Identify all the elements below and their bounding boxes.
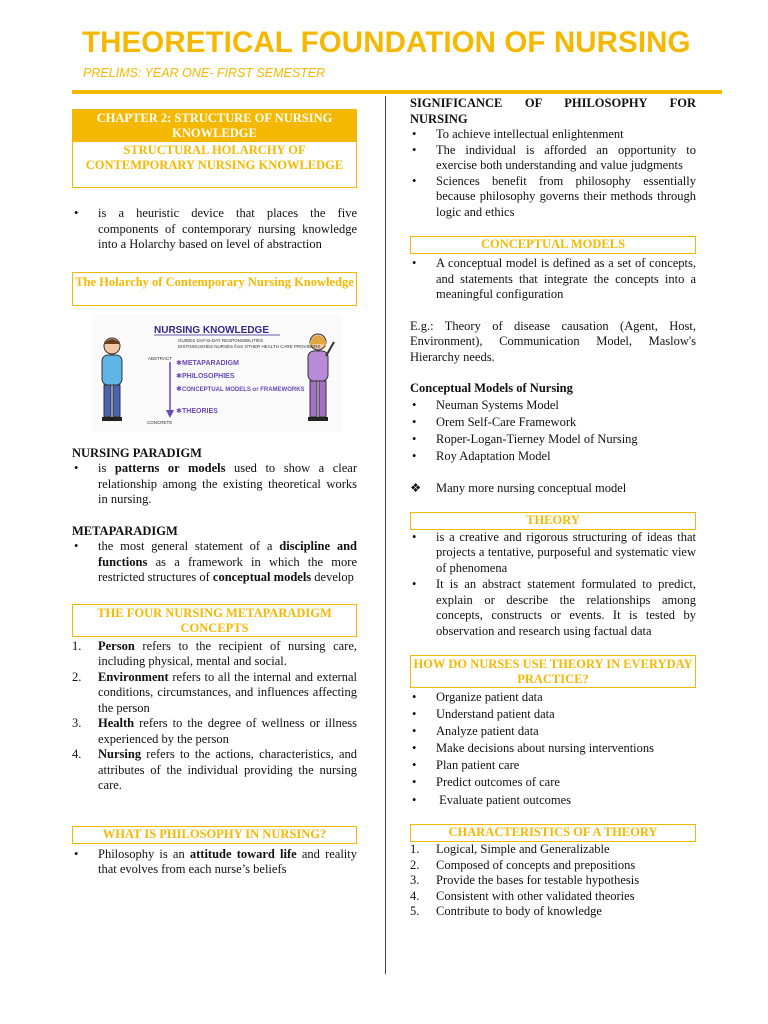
list-item: • Evaluate patient outcomes <box>410 793 696 809</box>
list-item: • Sciences benefit from philosophy essentially because philosophy governs their methods through logic and ethics <box>410 174 696 221</box>
metaparadigm-list <box>72 539 357 586</box>
many-more-item: ❖ Many more nursing conceptual model <box>410 481 627 495</box>
list-item: • Make decisions about nursing interventions <box>410 741 696 757</box>
list-item: • Roper-Logan-Tierney Model of Nursing <box>410 432 696 448</box>
illustration-item-theories: THEORIES <box>182 407 218 415</box>
list-item: 3. Provide the bases for testable hypothesis <box>410 873 640 888</box>
conceptual-list <box>410 256 696 303</box>
list-item: 5. Contribute to body of knowledge <box>410 904 602 919</box>
list-item: • Analyze patient data <box>410 724 696 740</box>
abstract-label: ABSTRACT <box>148 355 173 361</box>
philosophy-list <box>72 847 357 878</box>
list-item: • is a heuristic device that places the five components of contemporary nursing knowledge into a Holarchy based on level of abstraction <box>72 206 357 253</box>
list-item: 4. Nursing refers to the actions, characteristics, and attributes of the individual providing the nursing care. <box>72 747 357 792</box>
four-concepts-box: THE FOUR NURSING METAPARADIGM CONCEPTS <box>72 604 357 637</box>
illustration-svg <box>92 314 342 432</box>
list-item: • Predict outcomes of care <box>410 775 696 791</box>
page-title: THEORETICAL FOUNDATION OF NURSING <box>82 26 691 59</box>
holarchy-heading-box: STRUCTURAL HOLARCHY OF CONTEMPORARY NURSING KNOWLEDGE <box>72 141 357 188</box>
list-item: 1. Person refers to the recipient of nursing care, including physical, mental and social. <box>72 638 357 668</box>
list-item: 2. Environment refers to all the internal and external conditions, circumstances, and influences affecting the person <box>72 669 357 715</box>
list-item: • the most general statement of a discipline and functions as a framework in which the more restricted structures of conceptual models develop <box>72 539 357 586</box>
list-item: • It is an abstract statement formulated to predict, explain or describe the relationships among concepts, constructs or events. It is tested by observation and research using factual data <box>410 577 696 639</box>
theory-list <box>410 530 696 640</box>
svg-text:✱: ✱ <box>176 358 182 367</box>
left-column <box>72 96 357 878</box>
svg-text:✱: ✱ <box>176 406 182 415</box>
how-list <box>410 690 696 808</box>
how-theory-box: HOW DO NURSES USE THEORY IN EVERYDAY PRACTICE? <box>410 655 696 688</box>
illustration-item-philosophies: PHILOSOPHIES <box>182 372 235 380</box>
illustration-item-metaparadigm: METAPARADIGM <box>182 359 239 367</box>
nursing-knowledge-illustration <box>92 314 342 432</box>
characteristics-list <box>410 842 696 920</box>
list-item: 4. Consistent with other validated theories <box>410 888 635 903</box>
list-item: • Plan patient care <box>410 758 696 774</box>
list-item: • Orem Self-Care Framework <box>410 415 696 431</box>
characteristics-box: CHARACTERISTICS OF A THEORY <box>410 824 696 842</box>
list-item: • Understand patient data <box>410 707 696 723</box>
significance-heading: SIGNIFICANCE OF PHILOSOPHY FOR NURSING <box>410 96 696 126</box>
models-heading: Conceptual Models of Nursing <box>410 381 573 395</box>
list-item: • To achieve intellectual enlightenment <box>410 127 696 143</box>
models-list <box>410 398 696 465</box>
column-divider <box>385 96 386 974</box>
list-item: • A conceptual model is defined as a set of concepts, and statements that integrate the concepts into a meaningful configuration <box>410 256 696 303</box>
paradigm-list <box>72 461 357 508</box>
list-item: 1. Logical, Simple and Generalizable <box>410 842 610 857</box>
page-subtitle: PRELIMS: YEAR ONE- FIRST SEMESTER <box>83 66 326 80</box>
holarchy-caption-box: The Holarchy of Contemporary Nursing Knowledge <box>72 272 357 306</box>
philosophy-box: WHAT IS PHILOSOPHY IN NURSING? <box>72 826 357 844</box>
illustration-note-1: GUIDES DAY-to-DAY RESPONSIBILITIES <box>178 337 264 343</box>
conceptual-models-box: CONCEPTUAL MODELS <box>410 236 696 254</box>
four-concepts-list <box>72 639 357 794</box>
list-item: • Roy Adaptation Model <box>410 449 696 465</box>
list-item: 2. Composed of concepts and prepositions <box>410 857 636 872</box>
right-column <box>410 96 696 920</box>
significance-list <box>410 127 696 220</box>
illustration-title: NURSING KNOWLEDGE <box>154 324 269 336</box>
example-text: E.g.: Theory of disease causation (Agent, Host, Environment), Communication Model, Maslow's Hierarchy needs. <box>410 318 696 364</box>
list-item: • Philosophy is an attitude toward life and reality that evolves from each nurse’s beliefs <box>72 847 357 878</box>
paradigm-heading: NURSING PARADIGM <box>72 445 202 460</box>
list-item: 3. Health refers to the degree of wellness or illness experienced by the person <box>72 716 357 746</box>
list-item: • The individual is afforded an opportunity to exercise both understanding and value judgments <box>410 143 696 174</box>
theory-box: THEORY <box>410 512 696 530</box>
list-item: • Organize patient data <box>410 690 696 706</box>
illustration-note-2: DISTINGUISHES NURSES from OTHER HEALTH CARE PROVIDERS <box>178 343 321 349</box>
concrete-label: CONCRETE <box>147 419 173 425</box>
list-item: • is patterns or models used to show a clear relationship among the existing theoretical works in nursing. <box>72 461 357 508</box>
header-rule <box>72 90 722 94</box>
svg-text:✱: ✱ <box>176 384 182 393</box>
metaparadigm-heading: METAPARADIGM <box>72 523 178 538</box>
holarchy-list <box>72 206 357 253</box>
list-item: • Neuman Systems Model <box>410 398 696 414</box>
diamond-bullet-icon: ❖ <box>410 481 422 495</box>
illustration-item-conceptual-models: CONCEPTUAL MODELS or FRAMEWORKS <box>182 386 305 393</box>
list-item: • is a creative and rigorous structuring of ideas that projects a tentative, purposeful and systematic view of phenomena <box>410 530 696 577</box>
svg-text:✱: ✱ <box>176 371 182 380</box>
chapter-heading-box: CHAPTER 2: STRUCTURE OF NURSING KNOWLEDGE <box>72 109 357 141</box>
